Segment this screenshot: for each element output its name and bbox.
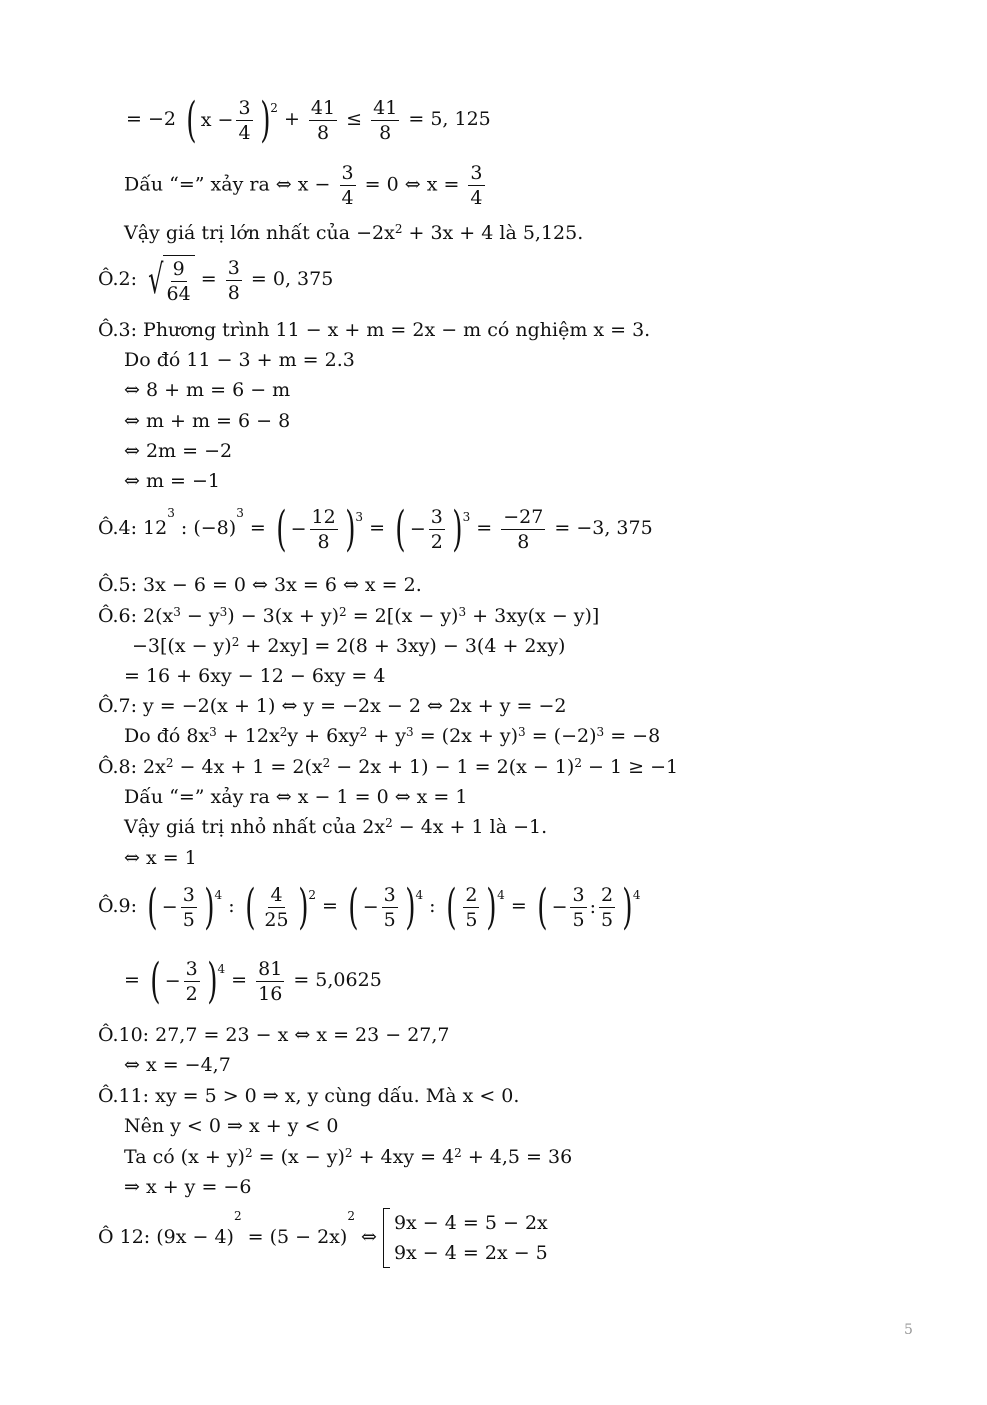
text: = −2 xyxy=(126,108,176,130)
text: = 0 ⇔ x = xyxy=(364,173,460,196)
text: Ô.2: xyxy=(98,268,137,290)
line-25: ⇔ x = −4,7 xyxy=(124,1054,231,1076)
line-18: Ô.8: $2x^2 - 4x + 1 = 2(x^2 - 2x + 1) - 1 = 2(x - 1)^2 - 1 \ge -1$ xyxy=(98,756,679,778)
fraction: $\frac{3}{4}$ xyxy=(341,162,354,209)
text: = 5, 125 xyxy=(408,108,491,130)
text: x − xyxy=(200,109,234,131)
line-16: Ô.7: y = −2(x + 1) ⇔ y = −2x − 2 ⇔ 2x + y = −2 xyxy=(98,695,567,717)
line-28: Ta có $(x + y)^2 = (x - y)^2 + 4xy = 4^2 + 4,5 = 36$ xyxy=(124,1146,573,1168)
line-24: Ô.10: 27,7 = 23 − x ⇔ x = 23 − 27,7 xyxy=(98,1024,450,1046)
line-3: Vậy giá trị lớn nhất của $-2x^2 + 3x + 4$ là 5,125. xyxy=(124,222,584,244)
bracket-system: 9x − 4 = 5 − 2x 9x − 4 = 2x − 5 xyxy=(383,1208,548,1268)
line-12: Ô.5: 3x − 6 = 0 ⇔ 3x = 6 ⇔ x = 2. xyxy=(98,574,422,596)
line-29: ⇒ x + y = −6 xyxy=(124,1176,252,1198)
line-26: Ô.11: xy = 5 > 0 ⇒ x, y cùng dấu. Mà x < 0. xyxy=(98,1085,520,1107)
fraction: $\frac{41}{8}$ xyxy=(310,96,336,144)
text: ≤ xyxy=(346,108,363,130)
text: Dấu “=” xảy ra ⇔ x − xyxy=(124,173,331,196)
fraction: $\frac{3}{4}$ xyxy=(470,162,483,209)
paren-group: ( x − $\frac{3}{4}$ ) 2 xyxy=(186,92,278,148)
line-14: $-3[(x - y)^2 + 2xy] = 2(8 + 3xy) - 3(4 + 2xy)$ xyxy=(132,635,566,657)
line-21: ⇔ x = 1 xyxy=(124,847,197,869)
page-number: 5 xyxy=(904,1322,913,1338)
line-8: ⇔ m + m = 6 − 8 xyxy=(124,410,291,432)
paren-group: ( − $\frac{3}{2}$ ) 3 xyxy=(395,501,471,557)
fraction: $\frac{3}{8}$ xyxy=(227,256,240,304)
line-23: = ( − $\frac{3}{2}$ ) 4 = $\frac{81}{16}$ = 5,0625 xyxy=(124,953,382,1009)
fraction: $\frac{41}{8}$ xyxy=(373,96,398,144)
line-27: Nên y < 0 ⇒ x + y < 0 xyxy=(124,1115,339,1137)
line-30: Ô 12: $(9x - 4)^2 = (5 - 2x)^2$ ⇔ 9x − 4 = 5 − 2x 9x − 4 = 2x − 5 xyxy=(98,1208,548,1268)
paren-group: ( − $\frac{12}{8}$ ) 3 xyxy=(276,501,364,557)
line-20: Vậy giá trị nhỏ nhất của $2x^2 - 4x + 1$ là −1. xyxy=(124,816,548,838)
line-5: Ô.3: Phương trình 11 − x + m = 2x − m có nghiệm x = 3. xyxy=(98,319,651,341)
sqrt: √ 9 64 xyxy=(143,255,195,305)
line-7: ⇔ 8 + m = 6 − m xyxy=(124,379,291,401)
line-19: Dấu “=” xảy ra ⇔ x − 1 = 0 ⇔ x = 1 xyxy=(124,786,468,808)
line-9: ⇔ 2m = −2 xyxy=(124,440,233,462)
line-10: ⇔ m = −1 xyxy=(124,470,220,492)
line-4: Ô.2: √ 9 64 = $\frac{3}{8}$ = 0, 375 xyxy=(98,256,334,305)
line-22: Ô.9: ( − $\frac{3}{5}$ ) 4 : ( 4 25 ) 2 = ( − $\frac{3}{5}$ ) 4 : ( 2 5 ) 4 = ( − $\frac{3}{5}$ : 2 5 ) 4 xyxy=(98,879,641,935)
line-15: = 16 + 6xy − 12 − 6xy = 4 xyxy=(124,665,386,687)
line-13: Ô.6: $2(x^3 - y^3) - 3(x + y)^2 = 2[(x - y)^3 + 3xy(x - y)]$ xyxy=(98,605,600,627)
line-1 xyxy=(126,92,491,148)
fraction: $\frac{-27}{8}$ xyxy=(503,505,544,553)
line-6: Do đó 11 − 3 + m = 2.3 xyxy=(124,349,355,371)
line-2 xyxy=(124,162,488,209)
text: + xyxy=(283,108,300,130)
line-11: Ô.4: $12^3$ : $(-8)^3$ = ( − $\frac{12}{8}$ ) 3 = ( − $\frac{3}{2}$ ) 3 = $\frac{-27}{8}$ = −3, 375 xyxy=(98,501,653,557)
fraction: $\frac{3}{4}$ xyxy=(238,96,251,144)
line-17: Do đó $8x^3 + 12x^2y + 6xy^2 + y^3 = (2x + y)^3 = (-2)^3 = -8$ xyxy=(124,725,661,747)
